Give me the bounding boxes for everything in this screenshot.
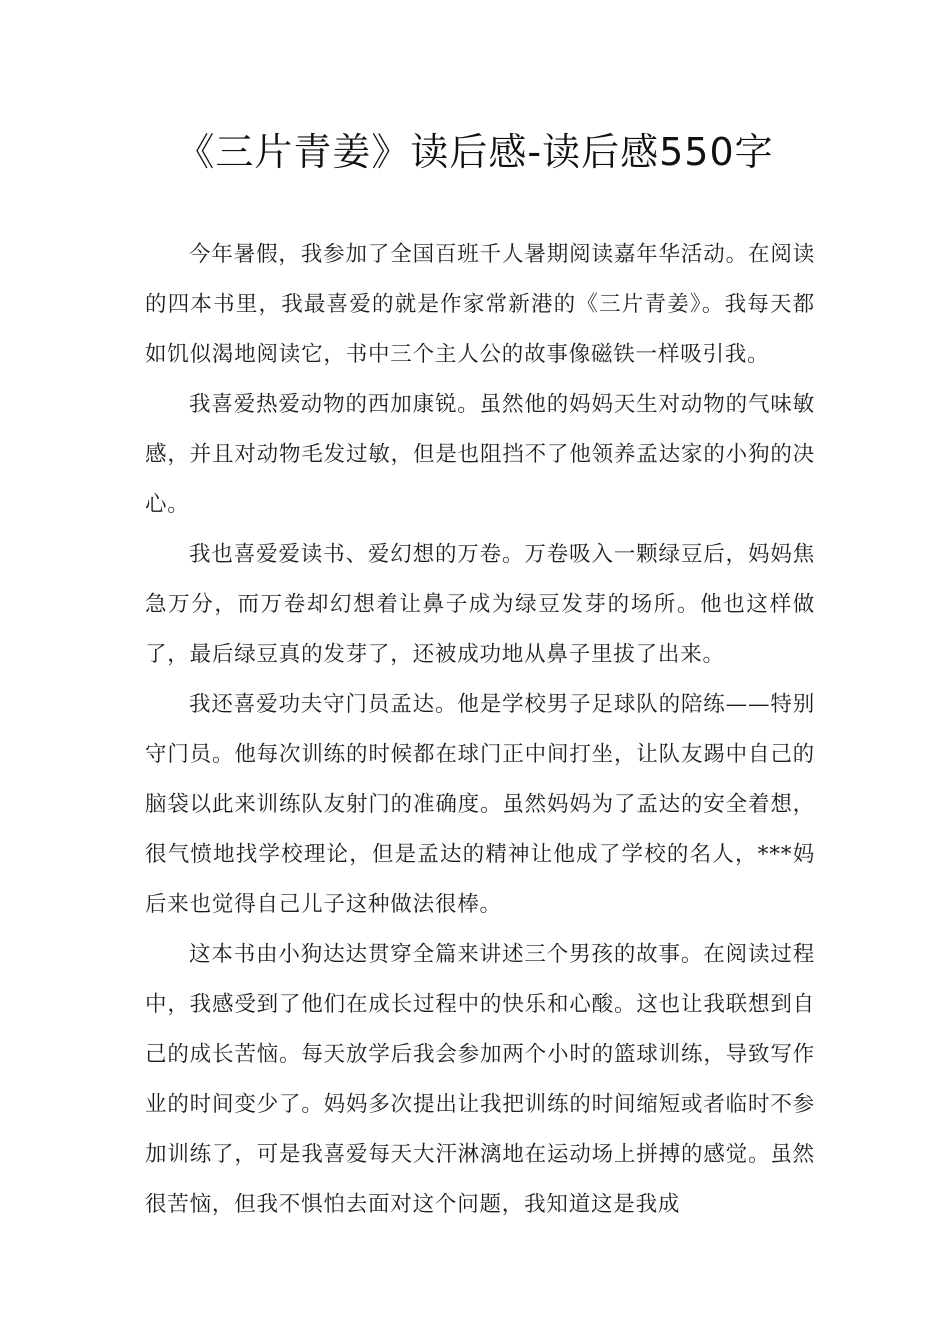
document-body: [145, 230, 815, 1230]
paragraph-3: 我也喜爱爱读书、爱幻想的万卷。万卷吸入一颗绿豆后，妈妈焦急万分，而万卷却幻想着让鼻子成为绿豆发芽的场所。他也这样做了，最后绿豆真的发芽了，还被成功地从鼻子里拔了出来。: [145, 542, 815, 667]
document-title: 《三片青姜》读后感-读后感550字: [176, 130, 774, 174]
paragraph-5: 这本书由小狗达达贯穿全篇来讲述三个男孩的故事。在阅读过程中，我感受到了他们在成长过程中的快乐和心酸。这也让我联想到自己的成长苦恼。每天放学后我会参加两个小时的篮球训练，导致写作业的时间变少了。妈妈多次提出让我把训练的时间缩短或者临时不参加训练了，可是我喜爱每天大汗淋漓地在运动场上拼搏的感觉。虽然很苦恼，但我不惧怕去面对这个问题，我知道这是我成: [145, 942, 815, 1217]
paragraph-4: 我还喜爱功夫守门员孟达。他是学校男子足球队的陪练——特别守门员。他每次训练的时候都在球门正中间打坐，让队友踢中自己的脑袋以此来训练队友射门的准确度。虽然妈妈为了孟达的安全着想，很气愤地找学校理论，但是孟达的精神让他成了学校的名人，***妈后来也觉得自己儿子这种做法很棒。: [145, 692, 815, 917]
paragraph-1: 今年暑假，我参加了全国百班千人暑期阅读嘉年华活动。在阅读的四本书里，我最喜爱的就是作家常新港的《三片青姜》。我每天都如饥似渴地阅读它，书中三个主人公的故事像磁铁一样吸引我。: [145, 242, 815, 367]
paragraph-2: 我喜爱热爱动物的西加康锐。虽然他的妈妈天生对动物的气味敏感，并且对动物毛发过敏，但是也阻挡不了他领养孟达家的小狗的决心。: [145, 392, 815, 517]
